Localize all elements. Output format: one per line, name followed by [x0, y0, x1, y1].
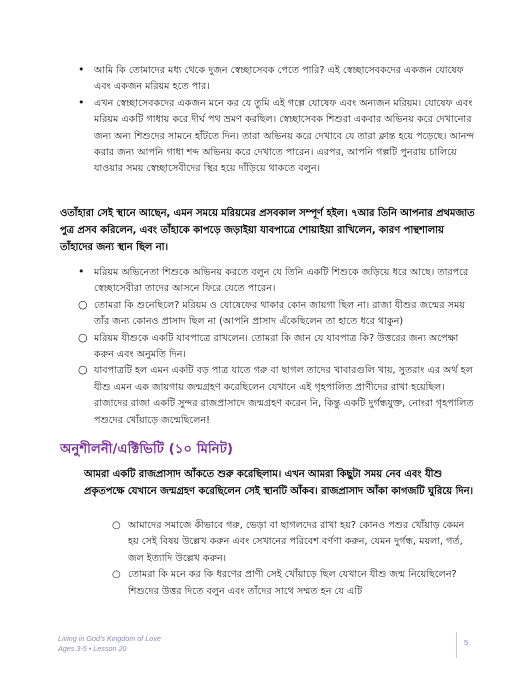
- bullet-marker: •: [78, 265, 85, 278]
- list-item-text: আমাদের সমাজে কীভাবে গরু, ভেড়া বা ছাগলদের রাখা হয়? কোনও পশুর খোঁয়াড় কেমন হয় সেই বিষয় উল্লেখ করুন এবং সেখানের পরিবেশ বর্ণণা করুন, যেমন দুর্গন্ধ, ময়লা, গর্ত, জল ইত্যাদি উল্লেখ করুন।: [128, 520, 465, 564]
- footer-divider: [456, 632, 457, 658]
- list-item-text: তোমরা কি শুনেছিলে? মরিয়ম ও যোষেফের থাকার কোন জায়গা ছিল না। রাজা যীশুর জন্মের সময় তাঁর জন্য কোনও প্রাসাদ ছিল না (আপনি প্রাসাদ এঁকেছিলেন তা হাতে ধরে থাকুন): [94, 299, 465, 328]
- list-item-text: মরিয়ম যীশুকে একটি যাবপাত্রে রাখলেন। তোমরা কি জান যে যাবপাত্র কি? উত্তরের জন্য অপেক্ষা করুন এবং অনুমতি দিন।: [94, 332, 459, 361]
- list-item: [112, 518, 478, 567]
- circle-marker: ○: [112, 520, 121, 531]
- scripture-paragraph: ওতাঁহারা সেই স্থানে আছেন, এমন সময়ে মরিয়মের প্রসবকাল সম্পূর্ণ হইল। ৭আর তিনি আপনার প্রথমজাত পুত্র প্রসব করিলেন, এবং তাঁহাকে কাপড়ে জড়াইয়া যাবপাত্রে শোয়াইয়া রাখিলেন, কারণ পান্থশালায় তাঁহাদের জন্য স্থান ছিল না।: [60, 208, 475, 253]
- bullet-marker: •: [78, 95, 85, 109]
- circle-marker: ○: [78, 363, 88, 377]
- list-item: [78, 330, 478, 364]
- list-item-text: যাবপাত্রটি হল এমন একটি বড় পাত্র যাতে গরু বা ছাগল তাদের খাবারগুলি খায়, সুতরাং এর অর্থ হল যীশু এমন এক জায়গায় জন্মগ্রহণ করেছিলেন যেখানে এই গৃহপালিত প্রাণীদের রাখা হয়েছিল। রাজাদের রাজা একটি সুন্দর রাজপ্রাসাদে জন্মগ্রহণ করেন নি, কিন্তু একটি দুর্গন্ধযুক্ত, নোংরা গৃহপালিত পশুদের খোঁয়াড়ে জন্মেছিলেন!: [94, 365, 474, 426]
- bullet-list-manger: [78, 265, 478, 429]
- circle-marker: ○: [112, 569, 121, 581]
- list-item: [78, 63, 478, 96]
- footer-subtitle: Ages 3-5 • Lesson 20: [58, 644, 127, 653]
- list-item: [78, 95, 478, 178]
- bullet-list-volunteers: [78, 63, 478, 178]
- activity-instructions: আমরা একটি রাজপ্রাসাদ আঁকতে শুরু করেছিলাম। এখন আমরা কিছুটা সময় নেব এবং যীশু প্রকৃতপক্ষে যেখানে জন্মগ্রহণ করেছিলেন সেই স্থানটি আঁকব। রাজপ্রাসাদ আঁকা কাগজটি ঘুরিয়ে দিন।: [84, 469, 474, 497]
- page-footer: [58, 634, 161, 654]
- page-number: 5: [464, 638, 469, 647]
- list-item-text: তোমরা কি মনে কর কি ধরণের প্রাণী সেই খোঁয়াড়ে ছিল যেখানে যীশু জন্ম নিয়েছিলেন? শিশুদের উত্তর দিতে বলুন এবং তাঁদের সাথে সম্মত হন যে এটি: [128, 569, 457, 597]
- footer-title: Living in God's Kingdom of Love: [58, 634, 161, 643]
- bullet-marker: •: [78, 63, 85, 76]
- activity-question-list: [112, 518, 478, 600]
- list-item-text: আমি কি তোমাদের মধ্য থেকে দুজন স্বেচ্ছাসেবক পেতে পারি? এই স্বেচ্ছাসেবকদের একজন যোষেফ এবং একজন মরিয়ম হতে পার।: [94, 65, 464, 93]
- circle-marker: ○: [78, 297, 88, 311]
- list-item: [78, 265, 478, 298]
- list-item: [112, 567, 478, 600]
- list-item: [78, 363, 478, 429]
- activity-heading: অনুশীলনী/এক্টিভিটি (১০ মিনিট): [60, 442, 234, 457]
- list-item-text: মরিয়ম অভিনেতা শিশুকে অভিনয় করতে বলুন যে তিনি একটি শিশুকে জড়িয়ে ধরে আছে। তারপরে স্বেচ্ছাসেবীরা তাদের আসনে ফিরে যেতে পারেন।: [94, 267, 469, 295]
- list-item-text: এখন স্বেচ্ছাসেবকদের একজন মনে কর যে তুমি এই গল্পে যোষেফ এবং অন্যজন মরিয়ম। যোষেফ এবং মরিয়ম একটি গাধায় করে দীর্ঘ পথ ভ্রমণ করছিল। স্বেচ্ছাসেবক শিশুরা একবার অভিনয় করে দেখানোর জন্য অন্য শিশুদের সামনে হাঁটতে দিন। তারা অভিনয় করে দেখাবে যে তারা ক্লান্ত হয়ে পড়েছে। আনন্দ করার জন্য আপনি গাধা শব্দ অভিনয় করে দেখাতে পারেন। এরপর, আপনি গল্পটি পুনরায় চালিয়ে যাওয়ার সময় স্বেচ্ছাসেবীদের স্থির হয়ে দাঁড়িয়ে থাকতে বলুন।: [94, 97, 475, 175]
- list-item: [78, 297, 478, 331]
- circle-marker: ○: [78, 330, 88, 344]
